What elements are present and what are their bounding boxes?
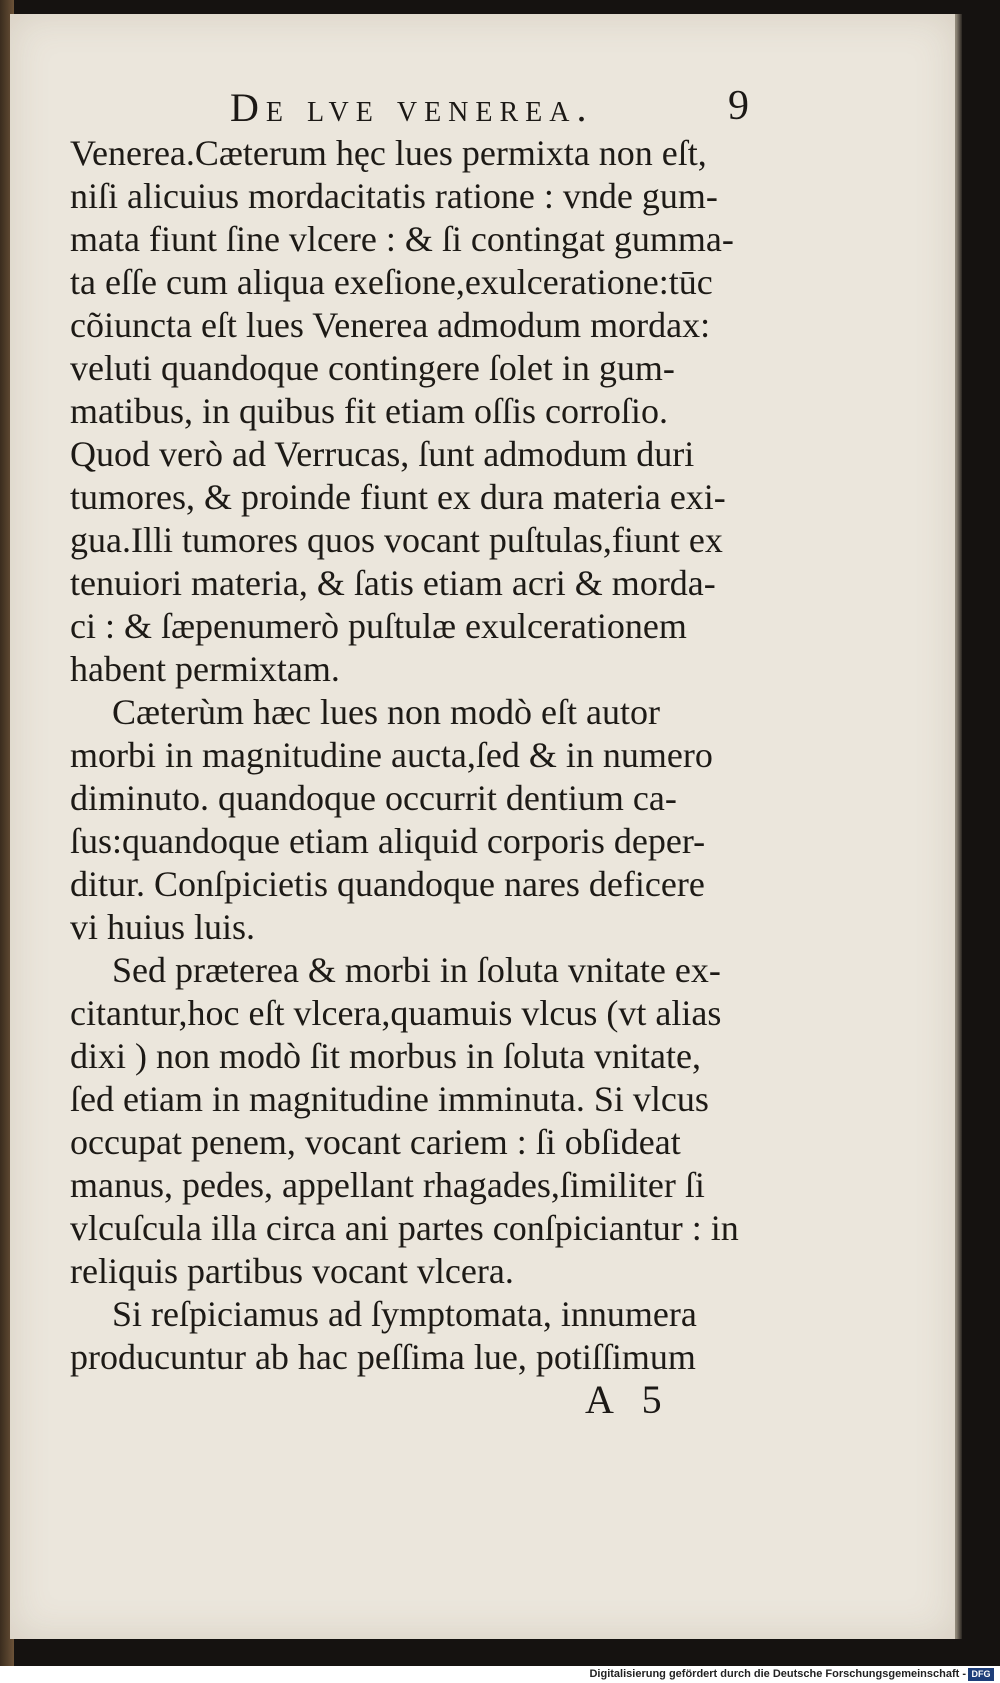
text-line: gua.Illi tumores quos vocant puſtulas,fiunt ex: [70, 520, 723, 560]
text-line: Sed præterea & morbi in ſoluta vnitate ex-: [112, 950, 721, 990]
text-line: morbi in magnitudine aucta,ſed & in numero: [70, 735, 713, 775]
digitization-footer: [0, 1666, 1000, 1683]
text-line: occupat penem, vocant cariem : ſi obſideat: [70, 1122, 681, 1162]
text-line: Cæterùm hæc lues non modò eſt autor: [112, 692, 660, 732]
body-text: [70, 132, 775, 1379]
text-line: reliquis partibus vocant vlcera.: [70, 1251, 514, 1291]
text-line: tumores, & proinde fiunt ex dura materia exi-: [70, 477, 726, 517]
dfg-logo-icon: DFG: [968, 1668, 994, 1681]
text-line: diminuto. quandoque occurrit dentium ca-: [70, 778, 677, 818]
running-head: De lve venerea.: [230, 85, 594, 130]
text-line: Quod verò ad Verrucas, ſunt admodum duri: [70, 434, 695, 474]
text-line: matibus, in quibus fit etiam oſſis corroſio.: [70, 391, 668, 431]
text-line: dixi ) non modò ſit morbus in ſoluta vnitate,: [70, 1036, 701, 1076]
text-line: niſi alicuius mordacitatis ratione : vnde gum-: [70, 176, 718, 216]
text-line: Venerea.Cæterum hęc lues permixta non eſt,: [70, 133, 707, 173]
text-line: mata fiunt ſine vlcere : & ſi contingat gumma-: [70, 219, 734, 259]
text-line: ditur. Conſpicietis quandoque nares deficere: [70, 864, 705, 904]
text-line: veluti quandoque contingere ſolet in gum-: [70, 348, 675, 388]
page-number: 9: [728, 83, 749, 129]
signature-mark: A 5: [585, 1377, 672, 1422]
text-line: Si reſpiciamus ad ſymptomata, innumera: [112, 1294, 697, 1334]
text-line: ſus:quandoque etiam aliquid corporis deper-: [70, 821, 706, 861]
text-line: vi huius luis.: [70, 907, 256, 947]
text-line: manus, pedes, appellant rhagades,ſimiliter ſi: [70, 1165, 705, 1205]
text-line: citantur,hoc eſt vlcera,quamuis vlcus (vt alias: [70, 993, 722, 1033]
text-line: cõiuncta eſt lues Venerea admodum mordax:: [70, 305, 711, 345]
text-line: ſed etiam in magnitudine imminuta. Si vlcus: [70, 1079, 709, 1119]
text-line: ta eſſe cum aliqua exeſione,exulceratione:tūc: [70, 262, 713, 302]
text-line: vlcuſcula illa circa ani partes conſpiciantur : in: [70, 1208, 739, 1248]
text-line: ci : & ſæpenumerò puſtulæ exulcerationem: [70, 606, 687, 646]
text-line: habent permixtam.: [70, 649, 340, 689]
digitization-credit: Digitalisierung gefördert durch die Deutsche Forschungsgemeinschaft -: [589, 1668, 966, 1680]
text-line: producuntur ab hac peſſima lue, potiſſimum: [70, 1337, 696, 1377]
text-line: tenuiori materia, & ſatis etiam acri & morda-: [70, 563, 716, 603]
book-page: [10, 14, 955, 1639]
